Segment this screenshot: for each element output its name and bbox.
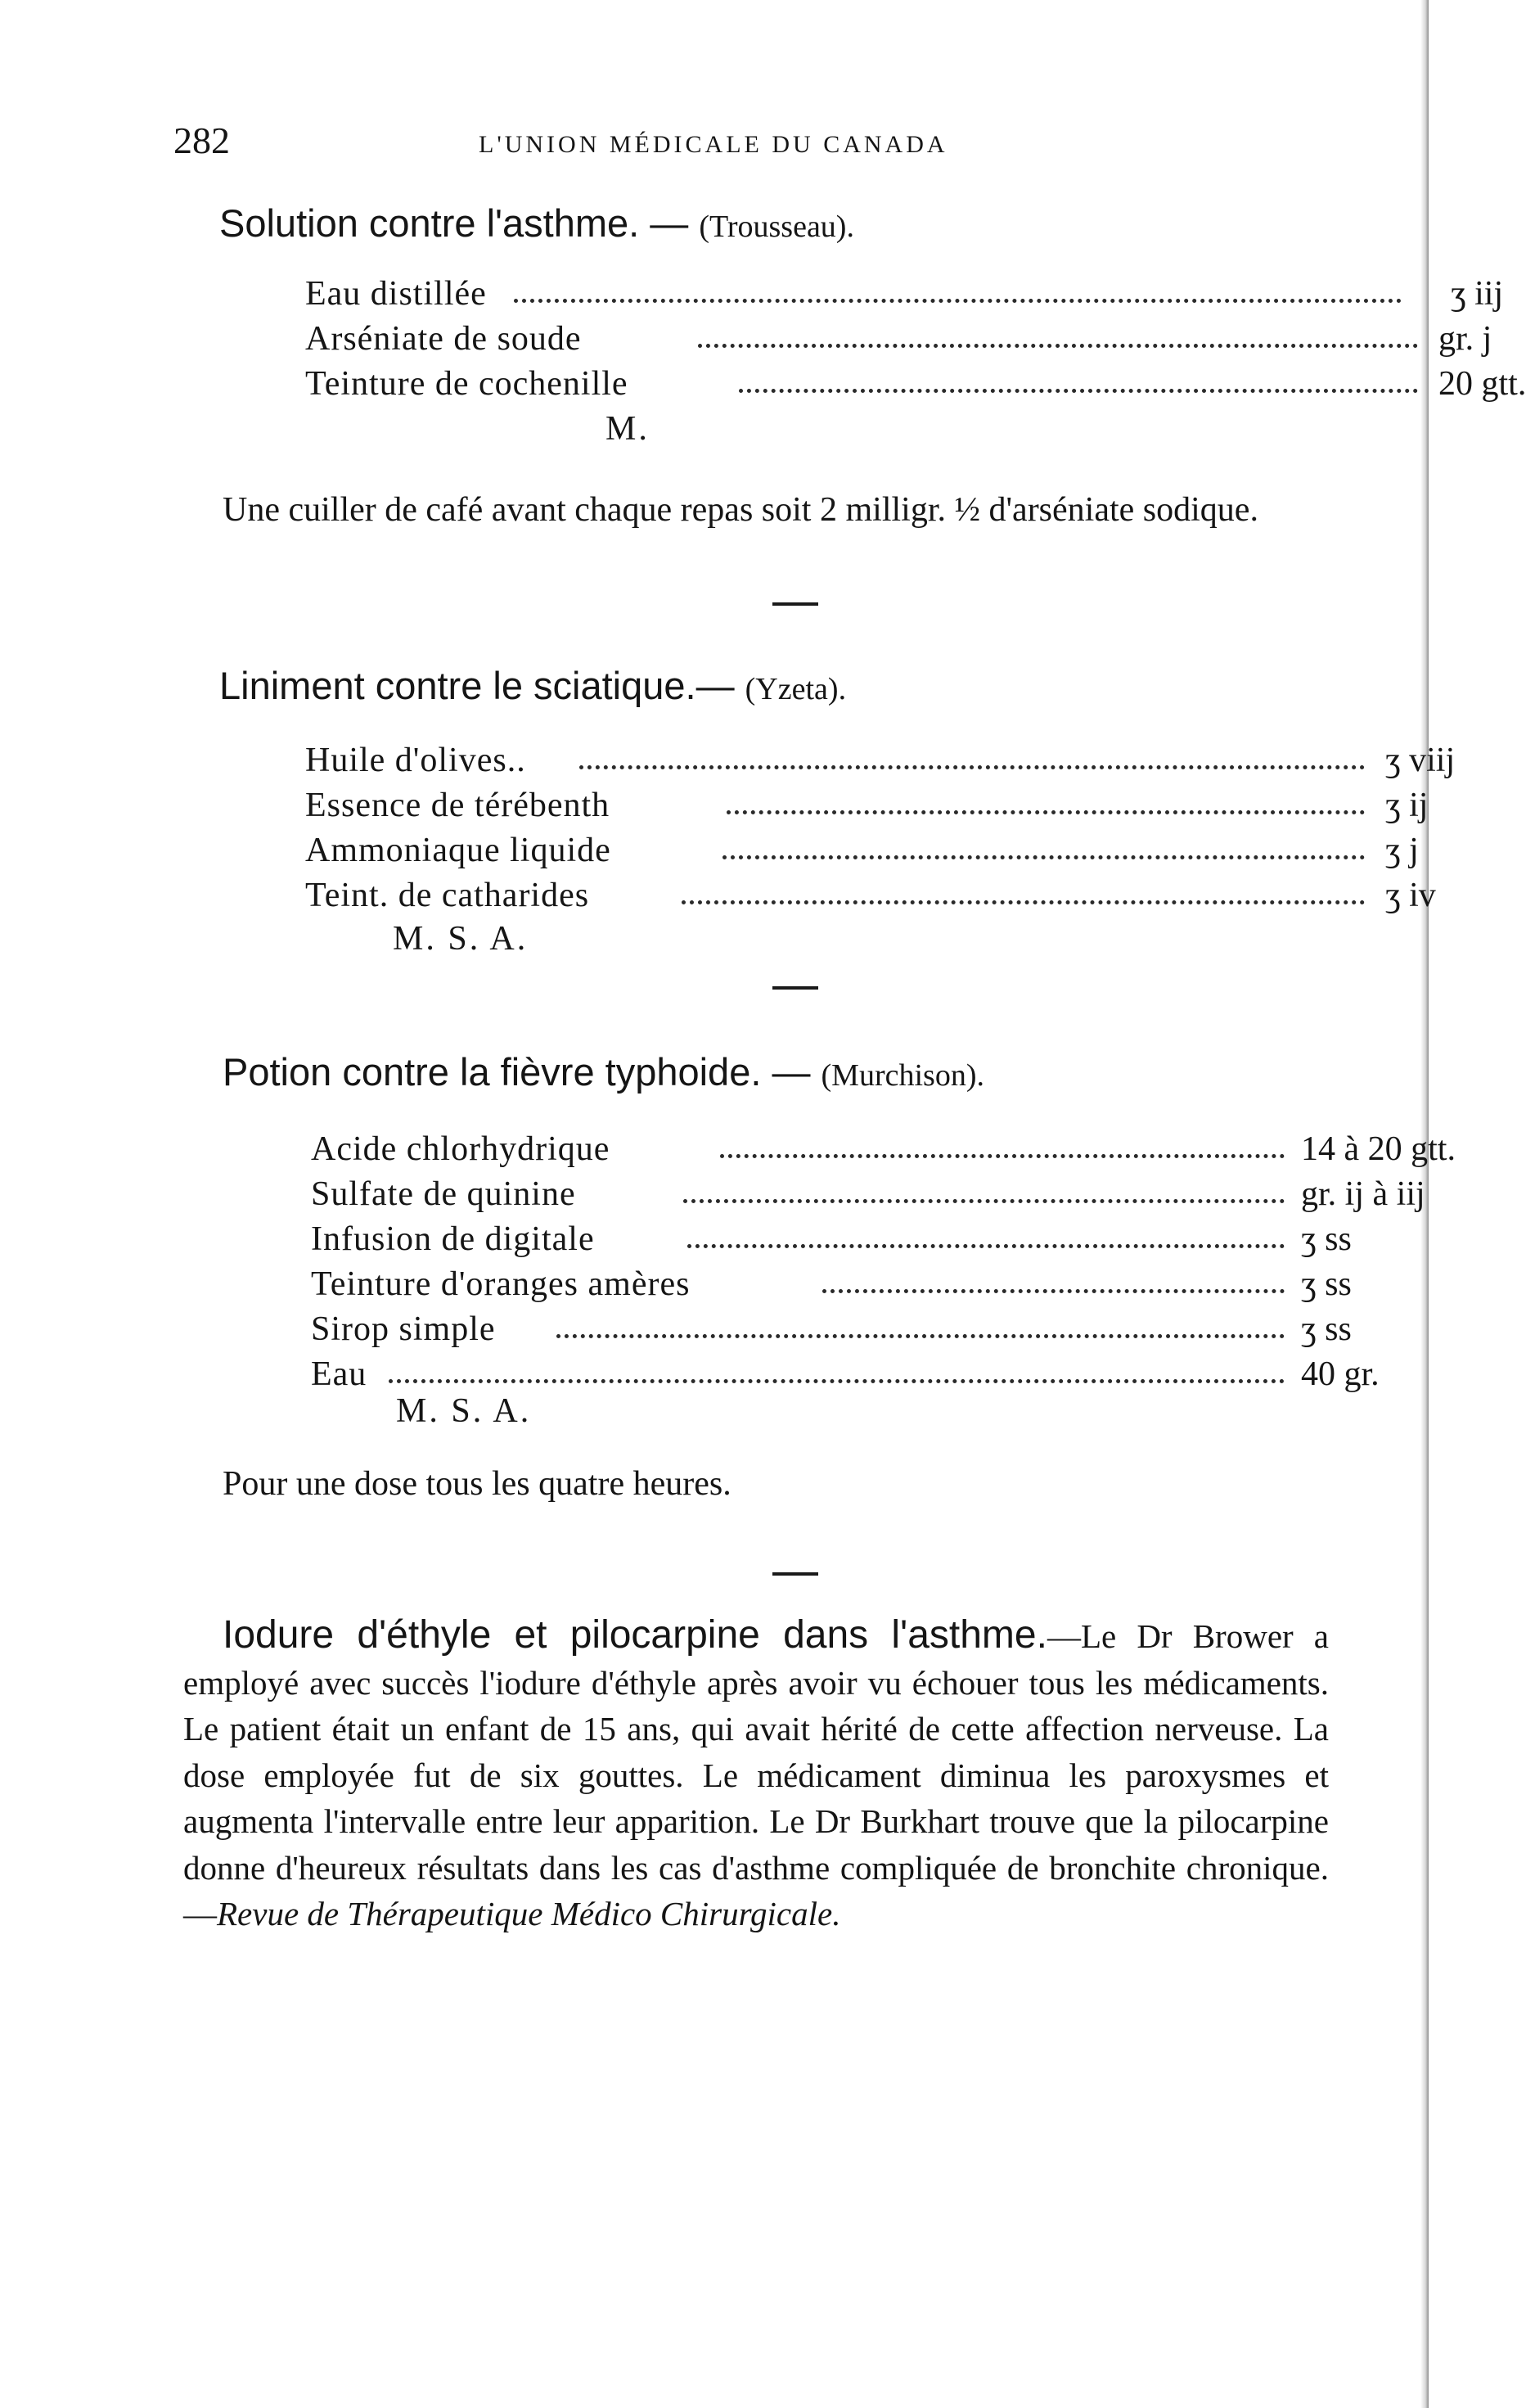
article-source: Revue de Thérapeutique Médico Chirurgicale. [217, 1895, 841, 1932]
ingredient-qty: 20 gtt. [1438, 365, 1526, 403]
ingredient-qty: ʒ j [1385, 832, 1419, 869]
ingredient-qty: ʒ ss [1301, 1220, 1352, 1258]
leader-dots [687, 1244, 1285, 1248]
ingredient-qty: 40 gr. [1301, 1355, 1380, 1393]
page-number: 282 [173, 119, 230, 161]
ingredient-qty: ʒ iij [1451, 275, 1504, 313]
ingredient-name: Eau [311, 1355, 367, 1393]
section-author: (Trousseau). [699, 210, 854, 244]
leader-dots [720, 1154, 1285, 1158]
ingredient-name: Eau distillée [305, 275, 487, 313]
leader-dots [739, 389, 1418, 393]
leader-dots [822, 1289, 1285, 1293]
section-title-text: Liniment contre le sciatique.— [219, 664, 735, 707]
ingredient-name: Teinture d'oranges amères [311, 1265, 691, 1303]
article-title: Iodure d'éthyle et pilocarpine dans l'asthme. [223, 1613, 1047, 1657]
ingredient-qty: gr. ij à iij [1301, 1175, 1425, 1213]
ingredient-name: Sulfate de quinine [311, 1175, 576, 1213]
prescription-signature: M. S. A. [393, 920, 529, 958]
ingredient-qty: 14 à 20 gtt. [1301, 1130, 1456, 1168]
leader-dots [727, 810, 1365, 814]
ingredient-name: Essence de térébenth [305, 787, 610, 824]
leader-dots [579, 765, 1365, 769]
section-title-text: Potion contre la fièvre typhoide. — [223, 1050, 811, 1094]
prescription-signature: M. S. A. [396, 1392, 532, 1430]
ingredient-name: Acide chlorhydrique [311, 1130, 610, 1168]
section-title-text: Solution contre l'asthme. — [219, 201, 689, 245]
leader-dots [683, 1199, 1285, 1203]
section-author: (Murchison). [821, 1058, 984, 1093]
ingredient-name: Teint. de catharides [305, 877, 590, 914]
leader-dots [682, 900, 1365, 904]
article-body: —Le Dr Brower a employé avec succès l'iodure d'éthyle après avoir vu échouer tous les médicaments. Le patient était un enfant de 15 ans, qui avait hérité de cette affection nerveuse. La dose employée fut de six gouttes. Le médicament diminua les paroxysmes et augmenta l'intervalle entre leur apparition. Le Dr Burkhart trouve que la pilocarpine donne d'heureux résultats dans les cas d'asthme compliquée de bronchite chronique.— [183, 1617, 1329, 1932]
section-separator [772, 602, 818, 606]
leader-dots [722, 855, 1365, 859]
leader-dots [389, 1379, 1285, 1383]
section-separator [772, 986, 818, 990]
dosage-note: Pour une dose tous les quatre heures. [223, 1465, 731, 1503]
dosage-note: Une cuiller de café avant chaque repas soit 2 milligr. ½ d'arséniate sodique. [223, 491, 1258, 529]
running-title: L'UNION MÉDICALE DU CANADA [479, 131, 948, 158]
ingredient-qty: ʒ iv [1385, 877, 1436, 914]
ingredient-qty: ʒ viij [1385, 742, 1456, 779]
ingredient-name: Huile d'olives.. [305, 742, 526, 779]
ingredient-name: Ammoniaque liquide [305, 832, 611, 869]
ingredient-qty: ʒ ij [1385, 787, 1429, 824]
section-author: (Yzeta). [745, 672, 847, 706]
prescription-signature: M. [605, 410, 650, 448]
article-paragraph [183, 1612, 1329, 1937]
ingredient-name: Infusion de digitale [311, 1220, 595, 1258]
leader-dots [698, 344, 1418, 348]
ingredient-name: Sirop simple [311, 1310, 496, 1348]
ingredient-name: Arséniate de soude [305, 320, 582, 358]
ingredient-name: Teinture de cochenille [305, 365, 628, 403]
leader-dots [514, 299, 1402, 303]
section-title-sciatica [219, 663, 846, 708]
section-separator [772, 1572, 818, 1576]
section-title-typhoid [223, 1049, 984, 1094]
ingredient-qty: gr. j [1438, 320, 1492, 358]
leader-dots [556, 1334, 1285, 1338]
section-title-asthma [219, 201, 854, 246]
ingredient-qty: ʒ ss [1301, 1310, 1352, 1348]
ingredient-qty: ʒ ss [1301, 1265, 1352, 1303]
